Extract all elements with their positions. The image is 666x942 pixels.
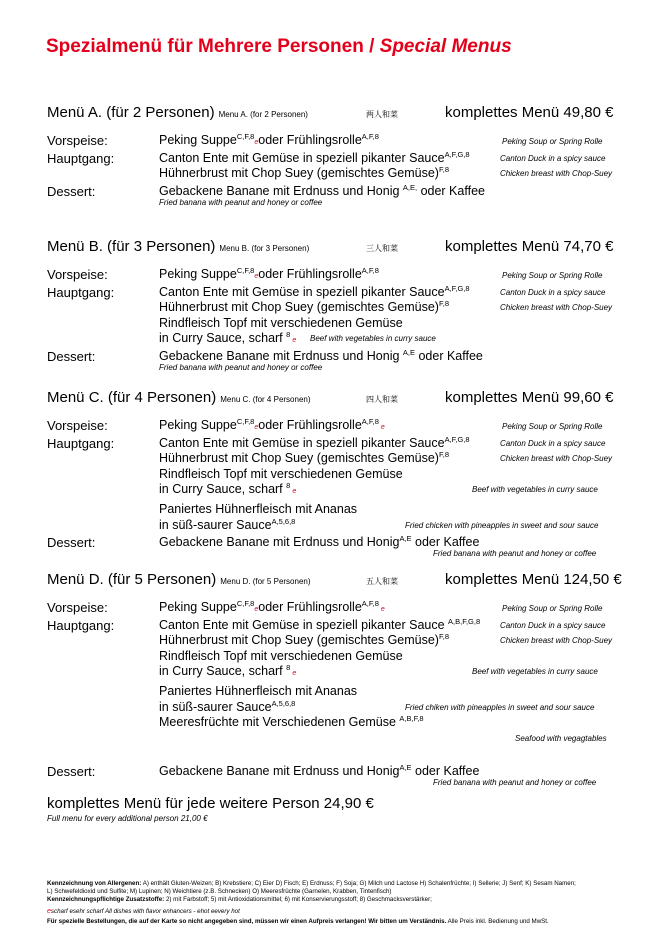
allergen-code: A,F,8 (361, 416, 379, 426)
allergen-code: F,8 (438, 165, 449, 175)
main-dish (159, 700, 295, 714)
main-label: Hauptgang: (47, 150, 115, 166)
dessert-dish (159, 184, 485, 198)
main-dish-en: Beef with vegetables in curry sauce (310, 334, 436, 344)
main-dish-name: Hühnerbrust mit Chop Suey (gemischtes Gemüse) (159, 633, 439, 648)
main-dish (159, 316, 403, 330)
main-dish (159, 151, 470, 165)
dessert-en: Fried banana with peanut and honey or coffee (159, 197, 323, 207)
allergen-label: Kennzeichnung von Allergenen: (47, 880, 142, 887)
hot-marker-icon: e (380, 606, 385, 613)
main-dish (159, 166, 449, 180)
main-dish (159, 649, 403, 663)
allergen-code: A,E (399, 763, 412, 773)
menu-heading-de: Menü B. (für 3 Personen) (47, 238, 216, 255)
allergen-code: A,F,8 (361, 131, 379, 141)
extra-person-price-en: Full menu for every additional person 21,00 € (47, 814, 208, 823)
menu-heading (47, 238, 309, 255)
main-dish-name: Canton Ente mit Gemüse in speziell pikanter Sauce (159, 284, 445, 299)
starter-rolle: oder Frühlingsrolle (258, 600, 362, 614)
menu-heading (47, 571, 311, 588)
allergen-legend-line2: L) Schwefeldioxid und Sulfite; M) Lupinen; N) Weichtiere (z.B. Schnecken) O) Meeresfrüchte (Garnelen, Krabben, Tintenfisch) (47, 888, 392, 895)
main-dish-en: Fried chiken with pineapples in sweet and sour sauce (405, 702, 595, 712)
main-dish-name: Meeresfrüchte mit Verschiedenen Gemüse (159, 715, 400, 730)
dessert-label: Dessert: (47, 764, 96, 780)
hot-marker-icon: e (380, 424, 385, 431)
title-en: Special Menus (379, 36, 512, 57)
dessert-name: Gebackene Banane mit Erdnuss und Honig (159, 349, 403, 363)
allergen-code: A,E (402, 347, 415, 357)
menu-price: komplettes Menü 74,70 € (445, 238, 614, 255)
allergen-code: A,F,G,8 (444, 434, 470, 444)
dessert-label: Dessert: (47, 349, 96, 364)
main-dish-name: in süß-saurer Sauce (159, 517, 272, 532)
main-dish-name: Canton Ente mit Gemüse in speziell pikanter Sauce (159, 435, 445, 450)
starter-en: Peking Soup or Spring Rolle (502, 271, 603, 280)
extra-person-price: komplettes Menü für jede weitere Person 24,90 € (47, 795, 374, 812)
hot-marker-icon: e (292, 670, 297, 678)
hot-marker-icon: e (254, 424, 259, 431)
menu-price: komplettes Menü 124,50 € (445, 571, 622, 588)
menu-heading-en: Menu D. (for 5 Personen) (220, 577, 311, 586)
starter-dish (159, 600, 385, 614)
main-dish-name: Hühnerbrust mit Chop Suey (gemischtes Gemüse) (159, 300, 439, 315)
allergen-code: A,5,6,8 (271, 698, 296, 708)
main-dish-en: Chicken breast with Chop-Suey (500, 169, 613, 179)
main-dish-name: Rindfleisch Topf mit verschiedenen Gemüse (159, 648, 403, 663)
starter-en: Peking Soup or Spring Rolle (502, 422, 603, 431)
main-dish (159, 684, 357, 698)
hot-legend-text: scharf esehr scharf All dishes with flavor enhancers - ehot eevery hot (50, 908, 240, 915)
main-label: Hauptgang: (47, 284, 115, 300)
main-dish (159, 467, 403, 481)
main-label: Hauptgang: (47, 435, 115, 451)
dessert-dish (159, 349, 483, 363)
additive-label: Kennzeichnungspflichtige Zusatzstoffe: (47, 896, 165, 903)
starter-soup: Peking Suppe (159, 600, 237, 614)
starter-dish (159, 133, 379, 147)
hot-marker-icon: e (254, 139, 259, 146)
starter-soup: Peking Suppe (159, 418, 237, 432)
main-label: Hauptgang: (47, 617, 115, 633)
main-dish (159, 518, 295, 532)
main-dish (159, 664, 296, 678)
main-dish-en: Canton Duck in a spicy sauce (500, 620, 606, 630)
menu-price: komplettes Menü 99,60 € (445, 389, 614, 406)
main-dish-name: Paniertes Hühnerfleisch mit Ananas (159, 502, 358, 516)
main-dish (159, 502, 357, 516)
main-dish-name: Hühnerbrust mit Chop Suey (gemischtes Gemüse) (159, 166, 439, 181)
main-dish-en: Seafood with vegagtables (515, 733, 607, 743)
main-dish-name: Paniertes Hühnerfleisch mit Ananas (159, 684, 358, 698)
allergen-code: C,F,8 (236, 265, 255, 275)
allergen-code: C,F,8 (236, 416, 255, 426)
main-dish (159, 331, 296, 345)
allergen-code: F,8 (438, 299, 449, 309)
allergen-text: A) enthält Gluten-Weizen; B) Krebstiere; C) Eier D) Fisch; E) Erdnuss; F) Soja; G) Milch und Lactose H) Schalenfrüchte; I) Sellerie; J) Senf; K) Sesam Namen; (141, 880, 576, 887)
allergen-code: 8 (286, 330, 291, 340)
allergen-code: A,5,6,8 (271, 516, 296, 526)
allergen-code: 8 (286, 481, 291, 491)
main-dish-name: Canton Ente mit Gemüse in speziell pikanter Sauce (159, 617, 449, 632)
menu-heading-en: Menu B. (for 3 Personen) (219, 244, 310, 253)
starter-en: Peking Soup or Spring Rolle (502, 137, 603, 146)
main-dish-name: Rindfleisch Topf mit verschiedenen Gemüse (159, 315, 403, 330)
starter-label: Vorspeise: (47, 418, 108, 433)
main-dish-name: in Curry Sauce, scharf (159, 331, 287, 346)
main-dish-name: in süß-saurer Sauce (159, 699, 272, 714)
dessert-en: Fried banana with peanut and honey or coffee (433, 549, 597, 559)
menu-heading-de: Menü D. (für 5 Personen) (47, 571, 217, 588)
dessert-name: Gebackene Banane mit Erdnuss und Honig (159, 183, 403, 198)
dessert-dish (159, 535, 479, 549)
allergen-legend (47, 880, 576, 887)
main-dish-name: Canton Ente mit Gemüse in speziell pikanter Sauce (159, 150, 445, 165)
starter-label: Vorspeise: (47, 267, 108, 282)
starter-rolle: oder Frühlingsrolle (258, 133, 362, 147)
main-dish-en: Chicken breast with Chop-Suey (500, 454, 613, 464)
menu-chinese-name: 四人和菜 (366, 395, 398, 404)
menu-heading (47, 389, 311, 406)
additive-legend (47, 896, 432, 903)
allergen-code: F,8 (438, 632, 449, 642)
dessert-dish (159, 764, 479, 778)
allergen-code: A,B,F,G,8 (448, 616, 481, 626)
dessert-name: Gebackene Banane mit Erdnuss und Honig (159, 764, 400, 779)
hot-marker-icon: e (292, 337, 297, 345)
dessert-en: Fried banana with peanut and honey or coffee (433, 778, 597, 788)
allergen-code: A,F,8 (361, 598, 379, 608)
main-dish-en: Beef with vegetables in curry sauce (472, 485, 598, 495)
allergen-code: F,8 (438, 450, 449, 460)
main-dish (159, 633, 449, 647)
dessert-name: Gebackene Banane mit Erdnuss und Honig (159, 535, 400, 550)
main-dish-en: Canton Duck in a spicy sauce (500, 438, 606, 448)
notice-tail: Alle Preis inkl. Bedienung und MwSt. (446, 918, 549, 925)
allergen-code: A,B,F,8 (399, 714, 424, 724)
hot-legend (47, 908, 240, 915)
hot-marker-icon: e (254, 606, 259, 613)
starter-rolle: oder Frühlingsrolle (258, 267, 362, 281)
menu-heading-de: Menü C. (für 4 Personen) (47, 389, 217, 406)
notice (47, 918, 549, 925)
additive-text: 2) mit Farbstoff; 5) mit Antioxidationsmittel; 6) mit Konservierungsstoff; 8) Geschmacksverstärker; (164, 896, 432, 903)
main-dish (159, 618, 480, 632)
main-dish-name: Hühnerbrust mit Chop Suey (gemischtes Gemüse) (159, 451, 439, 466)
allergen-code: A,E (399, 534, 412, 544)
starter-label: Vorspeise: (47, 133, 108, 148)
menu-chinese-name: 五人和菜 (366, 577, 398, 586)
allergen-code: A,E, (402, 182, 418, 192)
hot-marker-icon: e (254, 273, 259, 280)
starter-soup: Peking Suppe (159, 267, 237, 281)
menu-heading (47, 104, 308, 121)
allergen-code: A,F,8 (361, 265, 379, 275)
main-dish-name: Rindfleisch Topf mit verschiedenen Gemüse (159, 466, 403, 481)
notice-text: Für spezielle Bestellungen, die auf der Karte so nicht angegeben sind, müssen wir einen Aufpreis verlangen! Wir bitten um Verständnis. (47, 918, 447, 925)
dessert-label: Dessert: (47, 183, 96, 199)
dessert-tail: oder Kaffee (417, 183, 485, 198)
main-dish (159, 436, 470, 450)
main-dish-en: Canton Duck in a spicy sauce (500, 287, 606, 297)
dessert-tail: oder Kaffee (411, 764, 480, 779)
starter-dish (159, 418, 385, 432)
main-dish (159, 451, 449, 465)
hot-marker-icon: e (292, 488, 297, 496)
dessert-en: Fried banana with peanut and honey or coffee (159, 363, 323, 372)
main-dish-name: in Curry Sauce, scharf (159, 664, 287, 679)
allergen-code: 8 (286, 663, 291, 673)
menu-chinese-name: 两人和菜 (366, 110, 398, 119)
main-dish-en: Canton Duck in a spicy sauce (500, 153, 606, 163)
starter-label: Vorspeise: (47, 600, 108, 615)
main-dish (159, 715, 424, 729)
starter-soup: Peking Suppe (159, 133, 237, 147)
allergen-code: C,F,8 (236, 131, 255, 141)
menu-chinese-name: 三人和菜 (366, 244, 398, 253)
dessert-tail: oder Kaffee (415, 349, 483, 363)
starter-dish (159, 267, 379, 281)
menu-heading-en: Menu A. (for 2 Personen) (218, 110, 308, 119)
menu-price: komplettes Menü 49,80 € (445, 104, 614, 121)
title-de: Spezialmenü für Mehrere Personen / (46, 36, 380, 57)
allergen-code: A,F,G,8 (444, 283, 470, 293)
hot-marker-icon: e (47, 908, 51, 915)
allergen-code: A,F,G,8 (444, 149, 470, 159)
main-dish (159, 300, 449, 314)
main-dish-en: Chicken breast with Chop-Suey (500, 636, 613, 646)
allergen-code: C,F,8 (236, 598, 255, 608)
main-dish-en: Chicken breast with Chop-Suey (500, 303, 613, 313)
dessert-label: Dessert: (47, 535, 96, 551)
starter-en: Peking Soup or Spring Rolle (502, 604, 603, 613)
menu-heading-en: Menu C. (for 4 Personen) (220, 395, 311, 404)
main-dish-en: Beef with vegetables in curry sauce (472, 667, 598, 677)
main-dish (159, 482, 296, 496)
dessert-tail: oder Kaffee (411, 535, 480, 550)
main-dish-en: Fried chicken with pineapples in sweet and sour sauce (405, 520, 599, 530)
page-title (46, 36, 512, 58)
menu-heading-de: Menü A. (für 2 Personen) (47, 104, 215, 121)
main-dish (159, 285, 470, 299)
starter-rolle: oder Frühlingsrolle (258, 418, 362, 432)
main-dish-name: in Curry Sauce, scharf (159, 482, 287, 497)
